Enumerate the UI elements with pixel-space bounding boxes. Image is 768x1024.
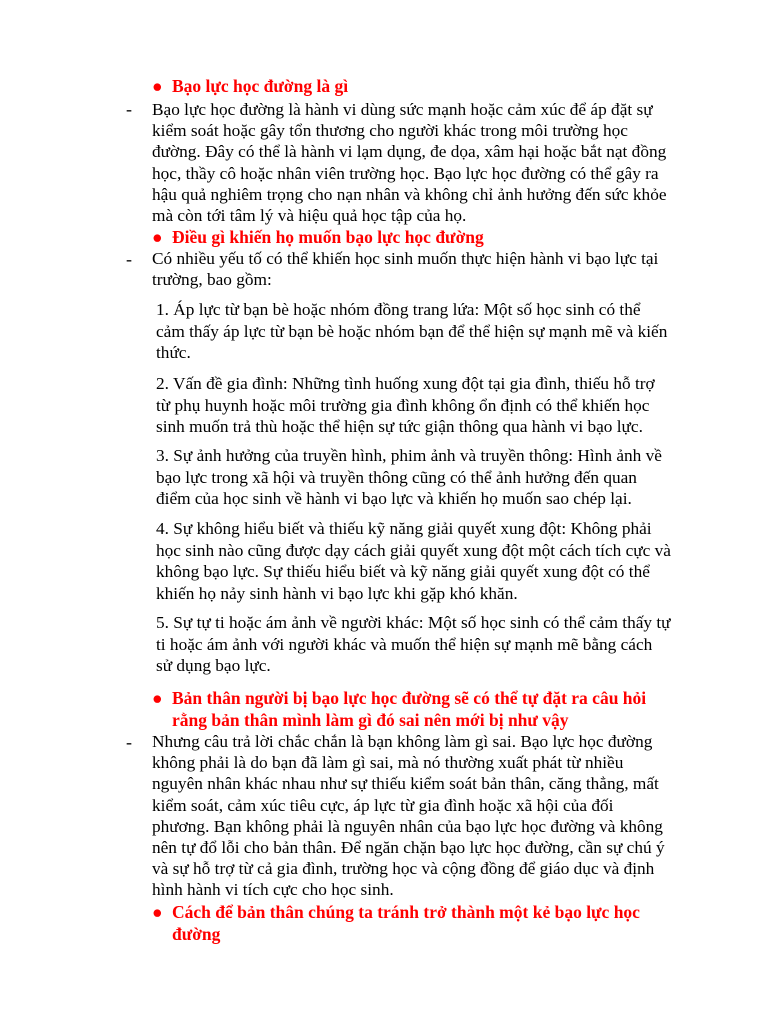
text-line: điểm của học sinh về hành vi bạo lực và khiến họ muốn sao chép lại. — [156, 489, 632, 509]
paragraph-reasons-intro — [152, 248, 712, 290]
text-line: học sinh nào cũng được dạy cách giải quyết xung đột một cách tích cực và — [156, 540, 671, 560]
list-item-peer-pressure — [156, 299, 716, 364]
bullet-icon: ● — [152, 76, 163, 96]
list-item-family-issues — [156, 373, 716, 438]
text-line: sinh muốn trả thù hoặc thể hiện sự tức giận thông qua hành vi bạo lực. — [156, 417, 643, 437]
list-item-low-self-esteem — [156, 612, 716, 677]
text-line: kiểm soát hoặc gây tổn thương cho người khác trong môi trường học — [152, 121, 628, 141]
text-line: mà còn tới tâm lý và hiệu quả học tập của họ. — [152, 206, 467, 226]
text-line: không phải là do bạn đã làm gì sai, mà nó thường xuất phát từ nhiều — [152, 753, 624, 773]
paragraph-definition — [152, 99, 712, 226]
text-line: và sự hỗ trợ từ cả gia đình, trường học và cộng đồng để giáo dục và định — [152, 859, 655, 879]
text-line: từ phụ huynh hoặc môi trường gia đình không ổn định có thể khiến học — [156, 395, 650, 415]
heading-line: Bản thân người bị bạo lực học đường sẽ có thể tự đặt ra câu hỏi — [172, 688, 647, 708]
section-heading-reasons — [152, 226, 712, 248]
text-line: hình hành vi tích cực cho học sinh. — [152, 880, 394, 900]
text-line: Nhưng câu trả lời chắc chắn là bạn không làm gì sai. Bạo lực học đường — [152, 732, 653, 751]
bullet-icon: ● — [152, 688, 163, 708]
text-line: thức. — [156, 343, 191, 363]
heading-text — [172, 901, 640, 945]
section-heading-avoid-becoming-bully — [152, 901, 722, 945]
text-line: bạo lực trong xã hội và truyền thông cũng có thể ảnh hưởng đến quan — [156, 467, 637, 487]
list-item-media-influence — [156, 445, 716, 510]
heading-text — [172, 687, 646, 731]
section-heading-what-is-school-violence — [152, 75, 712, 97]
text-line: không bạo lực. Sự thiếu hiểu biết và kỹ năng giải quyết xung đột có thể — [156, 562, 650, 582]
bullet-icon: ● — [152, 902, 163, 922]
text-line: 2. Vấn đề gia đình: Những tình huống xung đột tại gia đình, thiếu hỗ trợ — [156, 374, 655, 393]
text-line: Có nhiều yếu tố có thể khiến học sinh muốn thực hiện hành vi bạo lực tại — [152, 249, 659, 268]
text-line: khiến họ nảy sinh hành vi bạo lực khi gặp khó khăn. — [156, 583, 518, 603]
list-item-conflict-skills — [156, 518, 716, 604]
text-line: cảm thấy áp lực từ bạn bè hoặc nhóm bạn để thể hiện sự mạnh mẽ và kiến — [156, 321, 668, 341]
section-heading-victim-self-blame — [152, 687, 722, 731]
dash-marker: - — [126, 249, 132, 269]
text-line: 1. Áp lực từ bạn bè hoặc nhóm đồng trang lứa: Một số học sinh có thể — [156, 300, 641, 319]
text-line: nguyên nhân khác nhau như sự thiếu kiểm soát bản thân, căng thẳng, mất — [152, 774, 659, 794]
text-line: nên tự đổ lỗi cho bản thân. Để ngăn chặn bạo lực học đường, cần sự chú ý — [152, 838, 665, 858]
text-line: đường. Đây có thể là hành vi lạm dụng, đe dọa, xâm hại hoặc bắt nạt đồng — [152, 142, 667, 162]
text-line: hậu quả nghiêm trọng cho nạn nhân và không chỉ ảnh hưởng đến sức khỏe — [152, 184, 667, 204]
text-line: học, thầy cô hoặc nhân viên trường học. Bạo lực học đường có thể gây ra — [152, 163, 659, 183]
paragraph-not-your-fault — [152, 731, 712, 901]
text-line: phương. Bạn không phải là nguyên nhân của bạo lực học đường và không — [152, 816, 663, 836]
heading-line: rằng bản thân mình làm gì đó sai nên mới bị như vậy — [172, 710, 569, 730]
text-line: Bạo lực học đường là hành vi dùng sức mạnh hoặc cảm xúc để áp đặt sự — [152, 100, 653, 119]
heading-text: Điều gì khiến họ muốn bạo lực học đường — [172, 227, 484, 247]
heading-line: Cách để bản thân chúng ta tránh trở thành một kẻ bạo lực học — [172, 902, 640, 922]
text-line: ti hoặc ám ảnh với người khác và muốn thể hiện sự mạnh mẽ bằng cách — [156, 634, 653, 654]
text-line: 5. Sự tự ti hoặc ám ảnh về người khác: Một số học sinh có thể cảm thấy tự — [156, 613, 671, 632]
text-line: kiểm soát, cảm xúc tiêu cực, áp lực từ gia đình hoặc xã hội của đối — [152, 795, 614, 815]
text-line: 4. Sự không hiểu biết và thiếu kỹ năng giải quyết xung đột: Không phải — [156, 519, 652, 538]
heading-text: Bạo lực học đường là gì — [172, 76, 349, 96]
text-line: sử dụng bạo lực. — [156, 656, 271, 676]
dash-marker: - — [126, 99, 132, 119]
heading-line: đường — [172, 924, 221, 944]
dash-marker: - — [126, 732, 132, 752]
bullet-icon: ● — [152, 227, 163, 247]
text-line: 3. Sự ảnh hưởng của truyền hình, phim ảnh và truyền thông: Hình ảnh về — [156, 446, 662, 465]
text-line: trường, bao gồm: — [152, 270, 272, 290]
